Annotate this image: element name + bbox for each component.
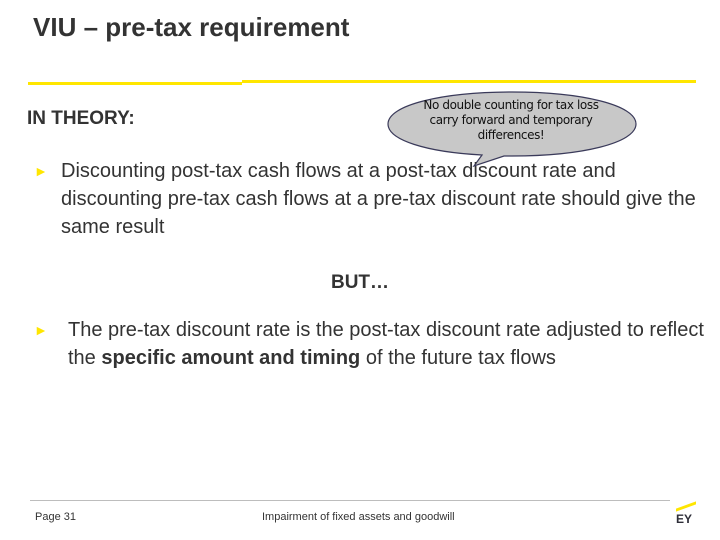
page-number: Page 31 <box>35 511 76 523</box>
but-heading: BUT… <box>330 272 390 293</box>
logo-text: EY <box>676 512 693 526</box>
bullet-2-text-start: The pre-tax discount rate is the post-tax discount rate adjusted to reflect the <box>68 319 704 369</box>
subheading: IN THEORY: <box>27 108 135 129</box>
footer-title: Impairment of fixed assets and goodwill <box>262 511 455 523</box>
slide-title: VIU – pre-tax requirement <box>33 12 350 42</box>
footer-divider <box>30 500 670 501</box>
title-underline-right <box>242 80 696 83</box>
bullet-1-text: Discounting post-tax cash flows at a post-tax discount rate and discounting pre-tax cash flows at a pre-tax discount rate should give the same result <box>61 160 696 238</box>
speech-bubble-callout <box>386 90 638 166</box>
ey-logo-icon <box>674 500 696 528</box>
bullet-2-text-end: of the future tax flows <box>360 347 556 369</box>
logo-accent-bar <box>676 501 696 511</box>
bullet-2-emphasis: specific amount and timing <box>101 347 361 369</box>
callout-text: No double counting for tax loss carry forward and temporary differences! <box>423 98 599 142</box>
bullet-triangle-icon: ► <box>34 322 48 338</box>
bullet-2-text <box>68 316 718 372</box>
title-underline-left <box>28 82 242 85</box>
bullet-triangle-icon: ► <box>34 163 48 179</box>
